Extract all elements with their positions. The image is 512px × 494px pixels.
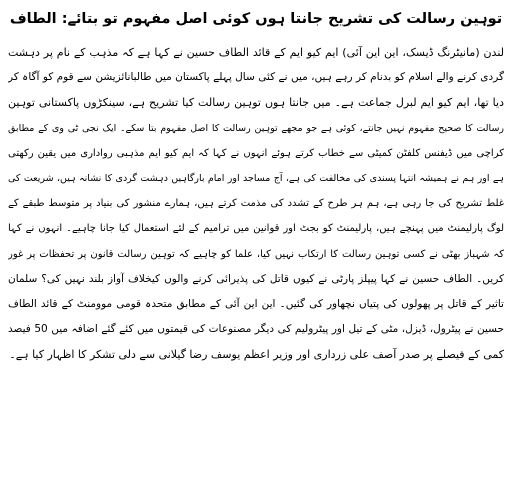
article-line: کمی کے فیصلے پر صدر آصف علی زرداری اور وزیر اعظم یوسف رضا گیلانی سے دلی تشکر کا اظہار کیا ہے۔ xyxy=(9,348,504,362)
article-headline: توہین رسالت کی تشریح جانتا ہوں کوئی اصل مفہوم تو بتائے: الطاف xyxy=(9,11,503,27)
article-line: کراچی میں ڈیفنس کلفٹن کمیٹی سے خطاب کرتے ہوئے انہوں نے کہا کہ ایم کیو ایم مذہبی رواداری میں یقین رکھتی xyxy=(8,147,504,159)
article-line: دیا تھا، ایم کیو ایم لبرل جماعت ہے۔ میں جانتا ہوں توہین رسالت کیا تشریح ہے، سینکڑوں پاکستانی توہین xyxy=(8,96,504,110)
article-line: کریں۔ الطاف حسین نے کہا پیپلز پارٹی نے کیوں قاتل کی پذیرائی کرنے والوں کیخلاف آواز بلند نہیں کی؟ سلمان xyxy=(8,272,504,285)
article-line: ہے اور ہم نے ہمیشہ انتہا پسندی کی مخالفت کی ہے، آج مساجد اور امام بارگاہیں دہشت گردی کا نشانہ ہیں، شریعت کی xyxy=(8,172,504,184)
article-line: لوگ پارلیمنٹ میں پہنچے ہیں، پارلیمنٹ کو بجٹ اور قوانین میں ترامیم کے لئے استعمال کیا جانا چاہیے۔ انہوں نے کہا xyxy=(8,223,504,235)
article-line: رسالت کا صحیح مفہوم نہیں جانتے، کوئی ہے جو مجھے توہین رسالت کا اصل مفہوم بتا سکے۔ ایک نجی ٹی وی کے مطابق xyxy=(8,122,504,134)
article-line: گردی کرنے والے اسلام کو بدنام کر رہے ہیں، میں نے کئی سال پہلے پاکستان میں طالبانائزیشن سے قوم کو آگاہ کر xyxy=(8,71,504,84)
article-line: حسین نے پیٹرول، ڈیزل، مٹی کے تیل اور پیٹرولیم کی دیگر مصنوعات کی قیمتوں میں کئے گئے اضافہ میں 50 فیصد xyxy=(8,323,504,336)
article-line: غلط تشریح کی جا رہی ہے، ہم ہر طرح کے تشدد کی مذمت کرتے ہیں، ہمارے منشور کی بنیاد پر متوسط طبقے کے xyxy=(8,198,504,210)
article-line: کہ شہباز بھٹی نے کسی توہین رسالت کا ارتکاب نہیں کیا، علما کو چاہیے کہ توہین رسالت قانون پر تحفظات پر غور xyxy=(8,248,504,260)
article-line: تاثیر کے قاتل پر پھولوں کی پتیاں نچھاور کی گئیں۔ این این آئی کے مطابق متحدہ قومی موومنٹ کے قائد الطاف xyxy=(8,297,504,310)
article-body xyxy=(8,40,504,367)
article-line: لندن (مانیٹرنگ ڈیسک، این این آئی) ایم کیو ایم کے قائد الطاف حسین نے کہا ہے کہ مذہب کے نام پر دہشت xyxy=(8,46,504,59)
